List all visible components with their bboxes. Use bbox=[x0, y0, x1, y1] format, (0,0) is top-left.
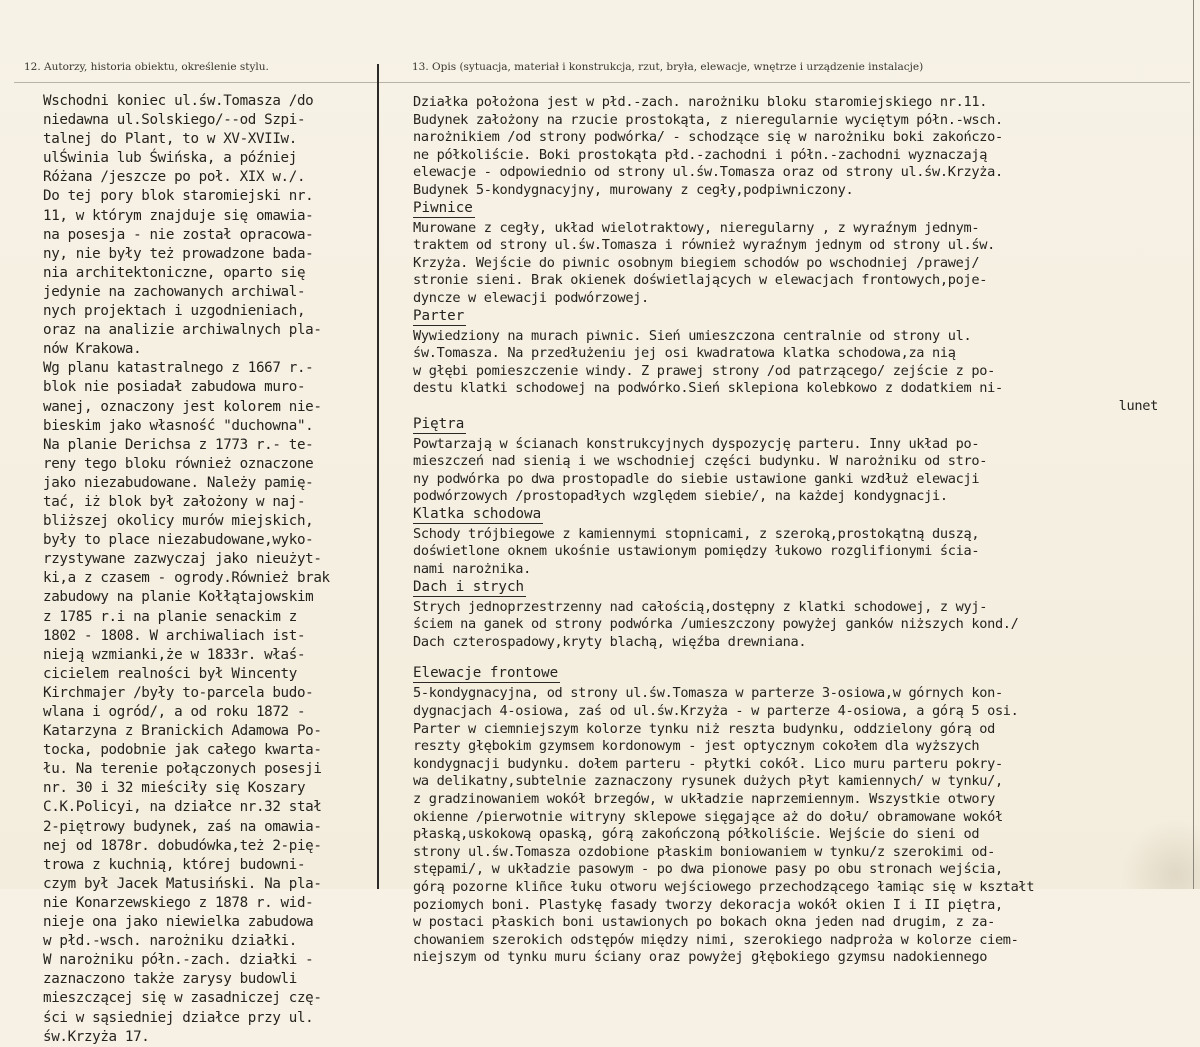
description-intro-line: elewacje - odpowiednio od strony ul.św.Tomasza oraz od strony ul.św.Krzyża. bbox=[413, 164, 1003, 181]
history-text-line: reny tego bloku również oznaczone bbox=[43, 455, 314, 472]
history-text-line: Do tej pory blok staromiejski nr. bbox=[43, 188, 314, 205]
section-text-line: Dach czterospadowy,kryty blachą, więźba drewniana. bbox=[413, 633, 807, 650]
description-intro-line: ne półkoliście. Boki prostokąta płd.-zachodni i półn.-zachodni wyznaczają bbox=[413, 146, 988, 163]
history-text-line: ści w sąsiedniej działce przy ul. bbox=[43, 1009, 314, 1026]
history-text-line: nr. 30 i 32 mieściły się Koszary bbox=[43, 780, 306, 797]
section-text-line: Strych jednoprzestrzenny nad całością,dostępny z klatki schodowej, z wyj- bbox=[413, 598, 988, 615]
history-text-line: nych projektach i uzgodnieniach, bbox=[43, 303, 306, 320]
history-text-line: były to place niezabudowane,wyko- bbox=[43, 532, 314, 549]
history-text-line: nieją wzmianki,że w 1833r. właś- bbox=[43, 646, 306, 663]
section-text-line: górą pozorne kliñce łuku otworu wejściowego przechodzącego łamiąc się w kształt bbox=[413, 878, 1035, 895]
history-text-line: nieje ona jako niewielka zabudowa bbox=[43, 914, 314, 931]
section-text-line: niejszym od tynku muru ściany oraz powyżej głębokiego gzymsu nadokiennego bbox=[413, 949, 988, 966]
history-text-line: zaznaczono także zarysy budowli bbox=[43, 971, 297, 988]
history-text-line: z 1785 r.i na planie senackim z bbox=[43, 608, 297, 625]
history-text-line: W narożniku półn.-zach. działki - bbox=[43, 952, 314, 969]
section-text-line: dyncze w elewacji podwórzowej. bbox=[413, 289, 649, 306]
section-text-line: z gradzinowaniem wokół brzegów, w układzie naprzemiennym. Wszystkie otwory bbox=[413, 791, 995, 807]
section-heading bbox=[413, 665, 1188, 685]
history-text-line: ny, nie były też prowadzone bada- bbox=[43, 245, 314, 262]
history-text-line: talnej do Plant, to w XV-XVIIw. bbox=[43, 131, 297, 148]
history-text-line: trowa z kuchnią, której budowni- bbox=[43, 856, 306, 873]
page-edge-line bbox=[1193, 0, 1194, 889]
section-heading-text: Elewacje frontowe bbox=[413, 665, 559, 682]
section-text-line: nami narożnika. bbox=[413, 561, 531, 578]
history-text-line: bliższej okolicy murów miejskich, bbox=[43, 513, 314, 530]
description-intro-line: Budynek założony na rzucie prostokąta, z nieregularnie wyciętym półn.-wsch. bbox=[413, 111, 1003, 128]
history-text-line: mieszczącej się w zasadniczej czę- bbox=[43, 990, 322, 1007]
history-text-line: Wg planu katastralnego z 1667 r.- bbox=[43, 360, 314, 377]
history-text-line: nia architektoniczne, oparto się bbox=[43, 264, 306, 281]
section-heading bbox=[413, 506, 1188, 526]
history-text-line: 11, w którym znajduje się omawia- bbox=[43, 207, 314, 224]
section-text-line: w głębi pomieszczenie windy. Z prawej strony /od patrzącego/ zejście z po- bbox=[413, 362, 995, 379]
history-text-line: wlana i ogród/, a od roku 1872 - bbox=[43, 704, 306, 720]
description-intro-line: narożnikiem /od strony podwórka/ - schodzące się w narożniku boki zakończo- bbox=[413, 129, 1003, 146]
section-heading bbox=[413, 200, 1188, 220]
history-text-line: niedawna ul.Solskiego/--od Szpi- bbox=[43, 112, 306, 129]
section-text-line: kondygnacji budynku. dołem parteru - płytki cokół. Lico muru parteru pokry- bbox=[413, 755, 1003, 772]
section-text-line: podwórzowych /prostopadłych względem siebie/, na każdej kondygnacji. bbox=[413, 488, 948, 505]
history-text-line: Na planie Derichsa z 1773 r.- te- bbox=[43, 436, 314, 453]
section-text-line: Krzyża. Wejście do piwnic osobnym biegiem schodów po wschodniej /prawej/ bbox=[413, 254, 980, 271]
history-text-line: nej od 1878r. dobudówka,też 2-pię- bbox=[43, 837, 322, 854]
section-text-line: Parter w ciemniejszym kolorze tynku niż reszta budynku, oddzielony górą od bbox=[413, 720, 995, 737]
history-text-line: cicielem realności był Wincenty bbox=[43, 665, 297, 682]
section-text-line: doświetlone oknem ukośnie ustawionym pomiędzy łukowo rozglifionymi ścia- bbox=[413, 543, 980, 560]
section-heading-text: Piwnice bbox=[413, 199, 473, 216]
section-text-line: chowaniem szerokich odstępów między nimi, szerokiego nadproża w kolorze ciem- bbox=[413, 931, 1019, 948]
history-text-line: blok nie posiadał zabudowa muro- bbox=[43, 379, 306, 396]
section-text-line: św.Tomasza. Na przedłużeniu jej osi kwadratowa klatka schodowa,za nią bbox=[413, 345, 956, 362]
section-text-line: wa delikatny,subtelnie zaznaczony rysunek dużych płyt kamiennych/ w tynku/, bbox=[413, 773, 1003, 790]
section-text-line: stępami/, w układzie pasowym - po dwa pionowe pasy po obu stronach wejścia, bbox=[413, 861, 1003, 878]
history-text-line: nie Konarzewskiego z 1878 r. wid- bbox=[43, 894, 314, 911]
history-text-line: jedynie na zachowanych archiwal- bbox=[43, 283, 306, 300]
section-text-line: płaską,uskokową opaską, górą zakończoną półkoliście. Wejście do sieni od bbox=[413, 826, 980, 843]
section-text-line: ściem na ganek od strony podwórka /umieszczony powyżej ganków niższych kond./ bbox=[413, 616, 1019, 633]
section-spacer bbox=[413, 651, 1188, 665]
section-text-line: traktem od strony ul.św.Tomasza i również wyraźnym jednym od strony ul.św. bbox=[413, 237, 995, 254]
section-text-line: dygnacjach 4-osiowa, zaś od ul.św.Krzyża - w parterze 4-osiowa, a górą 5 osi. bbox=[413, 703, 1019, 720]
description-column bbox=[413, 94, 1188, 967]
section-text-line: Murowane z cegły, układ wielotraktowy, nieregularny , z wyraźnym jednym- bbox=[413, 219, 980, 236]
right-column-header: 13. Opis (sytuacja, materiał i konstrukcja, rzut, bryła, elewacje, wnętrze i urządzenie instalacje) bbox=[412, 61, 924, 73]
history-text-line: Katarzyna z Branickich Adamowa Po- bbox=[43, 723, 322, 740]
section-text-line: mieszczeń nad sienią i we wschodniej części budynku. W narożniku od stro- bbox=[413, 453, 988, 470]
history-text-line: wanej, oznaczony jest kolorem nie- bbox=[43, 398, 322, 415]
section-text-line: reszty głębokim gzymsem kordonowym - jest optycznym cokołem dla wyższych bbox=[413, 738, 980, 755]
section-text-line: ny podwórka po dwa prostopadle do siebie ustawione ganki wzdłuż elewacji bbox=[413, 470, 980, 487]
history-text-line: ulŚwinia lub Świńska, a później bbox=[43, 150, 297, 167]
history-text-line: na posesja - nie został opracowa- bbox=[43, 226, 314, 243]
history-text-line: tocka, podobnie jak całego kwarta- bbox=[43, 742, 322, 759]
history-text-line: tać, iż blok był założony w naj- bbox=[43, 493, 306, 510]
section-text-line: destu klatki schodowej na podwórko.Sień sklepiona kolebkowo z dodatkiem ni- bbox=[413, 380, 1003, 397]
section-heading bbox=[413, 579, 1188, 599]
header-divider bbox=[14, 82, 1190, 83]
section-text-line: Schody trójbiegowe z kamiennymi stopnicami, z szeroką,prostokątną duszą, bbox=[413, 525, 980, 542]
history-text-line: rzystywane zazwyczaj jako nieużyt- bbox=[43, 551, 322, 568]
history-text-line: w płd.-wsch. narożniku działki. bbox=[43, 933, 297, 950]
history-text-line: oraz na analizie archiwalnych pla- bbox=[43, 322, 322, 339]
section-text-line: w postaci płaskich boni ustawionych po bokach okna jeden nad drugim, z za- bbox=[413, 914, 995, 931]
section-text-line: strony ul.św.Tomasza ozdobione płaskim boniowaniem w tynku/z szerokimi od- bbox=[413, 843, 995, 860]
section-text-line: stronie sieni. Brak okienek doświetlających w elewacjach frontowych,poje- bbox=[413, 272, 988, 289]
section-text-line: Wywiedziony na murach piwnic. Sień umieszczona centralnie od strony ul. bbox=[413, 327, 972, 344]
section-text-line: Powtarzają w ścianach konstrukcyjnych dyspozycję parteru. Inny układ po- bbox=[413, 435, 980, 452]
history-text-line: 2-piętrowy budynek, zaś na omawia- bbox=[43, 818, 322, 835]
section-heading-text: Klatka schodowa bbox=[413, 505, 542, 522]
history-text-line: nów Krakowa. bbox=[43, 341, 142, 358]
section-heading bbox=[413, 416, 1188, 436]
section-heading-text: Piętra bbox=[413, 415, 465, 432]
history-text-line: ki,a z czasem - ogrody.Również brak bbox=[43, 570, 330, 587]
history-text-line: zabudowy na planie Kołłątajowskim bbox=[43, 589, 314, 606]
description-intro-line: Działka położona jest w płd.-zach. narożniku bloku staromiejskiego nr.11. bbox=[413, 94, 988, 110]
history-text-line: łu. Na terenie połączonych posesji bbox=[43, 761, 322, 778]
history-text-line: 1802 - 1808. W archiwaliach ist- bbox=[43, 627, 306, 644]
section-heading bbox=[413, 308, 1188, 328]
section-heading-text: Dach i strych bbox=[413, 578, 525, 595]
history-text-line: św.Krzyża 17. bbox=[43, 1028, 150, 1045]
section-text-line: 5-kondygnacyjna, od strony ul.św.Tomasza w parterze 3-osiowa,w górnych kon- bbox=[413, 685, 1003, 702]
description-intro-line: Budynek 5-kondygnacyjny, murowany z cegły,podpiwniczony. bbox=[413, 181, 854, 198]
history-text-line: bieskim jako własność "duchowna". bbox=[43, 417, 314, 434]
left-column-header: 12. Autorzy, historia obiektu, określenie stylu. bbox=[24, 61, 269, 73]
column-divider bbox=[377, 64, 379, 889]
history-text-line: C.K.Policyi, na działce nr.32 stał bbox=[43, 799, 322, 816]
history-text-line: jako niezabudowane. Należy pamię- bbox=[43, 474, 314, 491]
section-heading-text: Parter bbox=[413, 307, 465, 324]
section-text-line: okienne /pierwotnie witryny sklepowe sięgające aż do dołu/ obramowane wokół bbox=[413, 808, 1003, 825]
history-column bbox=[43, 92, 375, 1047]
history-text-line: Wschodni koniec ul.św.Tomasza /do bbox=[43, 93, 314, 109]
section-text-line: poziomych boni. Plastykę fasady tworzy dekoracja wokół okien I i II piętra, bbox=[413, 896, 1003, 913]
history-text-line: Kirchmajer /były to-parcela budo- bbox=[43, 684, 314, 701]
history-text-line: Różana /jeszcze po poł. XIX w./. bbox=[43, 169, 306, 186]
section-text-line: lunet bbox=[1118, 397, 1158, 414]
history-text-line: czym był Jacek Matusiński. Na pla- bbox=[43, 875, 322, 892]
